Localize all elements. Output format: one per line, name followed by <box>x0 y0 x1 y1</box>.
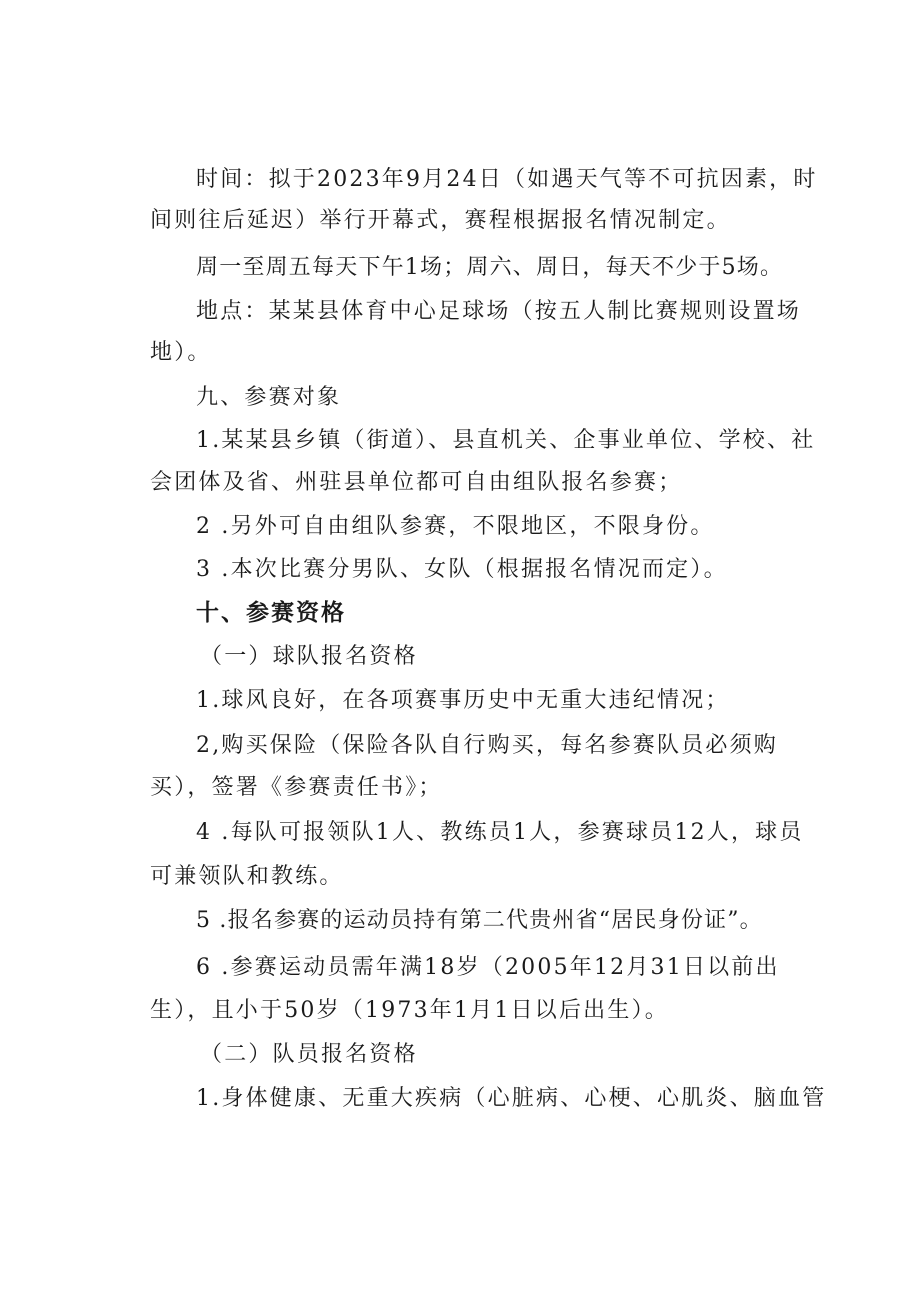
paragraph-line: 3 .本次比赛分男队、女队（根据报名情况而定）。 <box>196 557 728 582</box>
paragraph-line: 买），签署《参赛责任书》； <box>150 775 443 800</box>
paragraph-line: 2,购买保险（保险各队自行购买，每名参赛队员必须购 <box>196 733 778 758</box>
paragraph-line: 可兼领队和教练。 <box>150 864 344 889</box>
paragraph-line: 6 .参赛运动员需年满18岁（2005年12月31日以前出 <box>196 955 780 980</box>
paragraph-line: 5 .报名参赛的运动员持有第二代贵州省“居民身份证”。 <box>196 908 763 933</box>
subsection-heading: （二）队员报名资格 <box>200 1042 418 1067</box>
paragraph-line: 时间：拟于2023年9月24日（如遇天气等不可抗因素，时 <box>196 167 818 192</box>
paragraph-line: 2 .另外可自由组队参赛，不限地区，不限身份。 <box>196 514 715 539</box>
subsection-heading: （一）球队报名资格 <box>200 644 418 669</box>
paragraph-line: 间则往后延迟）举行开幕式，赛程根据报名情况制定。 <box>150 208 731 233</box>
section-heading: 十、参赛资格 <box>196 600 346 626</box>
paragraph-line: 生），且小于50岁（1973年1月1日以后出生）。 <box>150 998 669 1023</box>
paragraph-line: 地）。 <box>150 340 212 365</box>
paragraph-line: 会团体及省、州驻县单位都可自由组队报名参赛； <box>150 470 683 495</box>
paragraph-line: 地点：某某县体育中心足球场（按五人制比赛规则设置场 <box>196 299 802 324</box>
paragraph-line: 1.身体健康、无重大疾病（心脏病、心梗、心肌炎、脑血管 <box>196 1086 827 1111</box>
paragraph-line: 1.某某县乡镇（街道）、县直机关、企事业单位、学校、社 <box>196 428 816 453</box>
section-heading: 九、参赛对象 <box>196 385 342 410</box>
paragraph-line: 1.球风良好，在各项赛事历史中无重大违纪情况； <box>196 688 730 713</box>
paragraph-line: 周一至周五每天下午1场；周六、周日，每天不少于5场。 <box>196 255 784 280</box>
paragraph-line: 4 .每队可报领队1人、教练员1人，参赛球员12人，球员 <box>196 820 804 845</box>
